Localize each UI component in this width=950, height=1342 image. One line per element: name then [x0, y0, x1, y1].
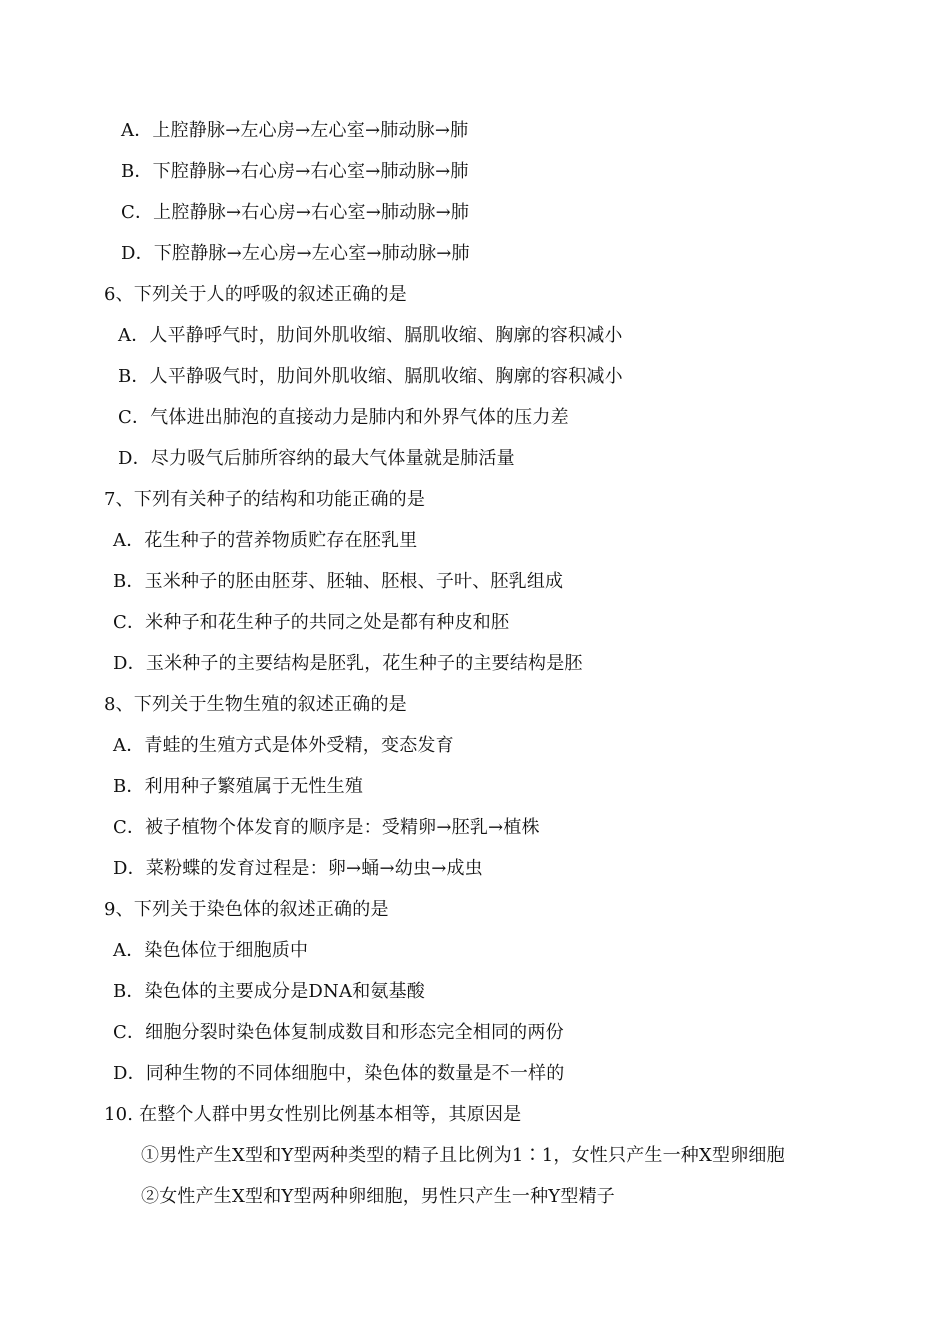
q7-option-b: B．玉米种子的胚由胚芽、胚轴、胚根、子叶、胚乳组成 — [113, 571, 564, 592]
q9-option-c: C．细胞分裂时染色体复制成数目和形态完全相同的两份 — [113, 1022, 564, 1043]
q10-statement-2: ②女性产生X型和Y型两种卵细胞，男性只产生一种Y型精子 — [141, 1186, 615, 1207]
q10-stem: 10. 在整个人群中男女性别比例基本相等，其原因是 — [104, 1104, 522, 1125]
q8-option-d: D．菜粉蝶的发育过程是：卵→蛹→幼虫→成虫 — [113, 858, 483, 879]
q8-option-a: A．青蛙的生殖方式是体外受精，变态发育 — [113, 735, 454, 756]
q5-option-b: B．下腔静脉→右心房→右心室→肺动脉→肺 — [121, 161, 469, 182]
q8-stem: 8、下列关于生物生殖的叙述正确的是 — [104, 694, 407, 715]
q7-option-a: A．花生种子的营养物质贮存在胚乳里 — [113, 530, 418, 551]
q6-option-b: B．人平静吸气时，肋间外肌收缩、膈肌收缩、胸廓的容积减小 — [118, 366, 623, 387]
q9-option-a: A．染色体位于细胞质中 — [113, 940, 309, 961]
q9-option-b: B．染色体的主要成分是DNA和氨基酸 — [113, 981, 426, 1002]
q8-option-c: C．被子植物个体发育的顺序是：受精卵→胚乳→植株 — [113, 817, 540, 838]
q6-option-c: C．气体进出肺泡的直接动力是肺内和外界气体的压力差 — [118, 407, 569, 428]
q9-option-d: D．同种生物的不同体细胞中，染色体的数量是不一样的 — [113, 1063, 565, 1084]
q6-option-a: A．人平静呼气时，肋间外肌收缩、膈肌收缩、胸廓的容积减小 — [118, 325, 623, 346]
q7-stem: 7、下列有关种子的结构和功能正确的是 — [104, 489, 426, 510]
q10-statement-1: ①男性产生X型和Y型两种类型的精子且比例为1∶1，女性只产生一种X型卵细胞 — [141, 1145, 785, 1166]
q8-option-b: B．利用种子繁殖属于无性生殖 — [113, 776, 364, 797]
q5-option-c: C．上腔静脉→右心房→右心室→肺动脉→肺 — [121, 202, 470, 223]
q9-stem: 9、下列关于染色体的叙述正确的是 — [104, 899, 389, 920]
q5-option-a: A．上腔静脉→左心房→左心室→肺动脉→肺 — [121, 120, 469, 141]
q7-option-c: C．米种子和花生种子的共同之处是都有种皮和胚 — [113, 612, 510, 633]
q5-option-d: D．下腔静脉→左心房→左心室→肺动脉→肺 — [121, 243, 470, 264]
q7-option-d: D．玉米种子的主要结构是胚乳，花生种子的主要结构是胚 — [113, 653, 583, 674]
q6-stem: 6、下列关于人的呼吸的叙述正确的是 — [104, 284, 407, 305]
q6-option-d: D．尽力吸气后肺所容纳的最大气体量就是肺活量 — [118, 448, 515, 469]
